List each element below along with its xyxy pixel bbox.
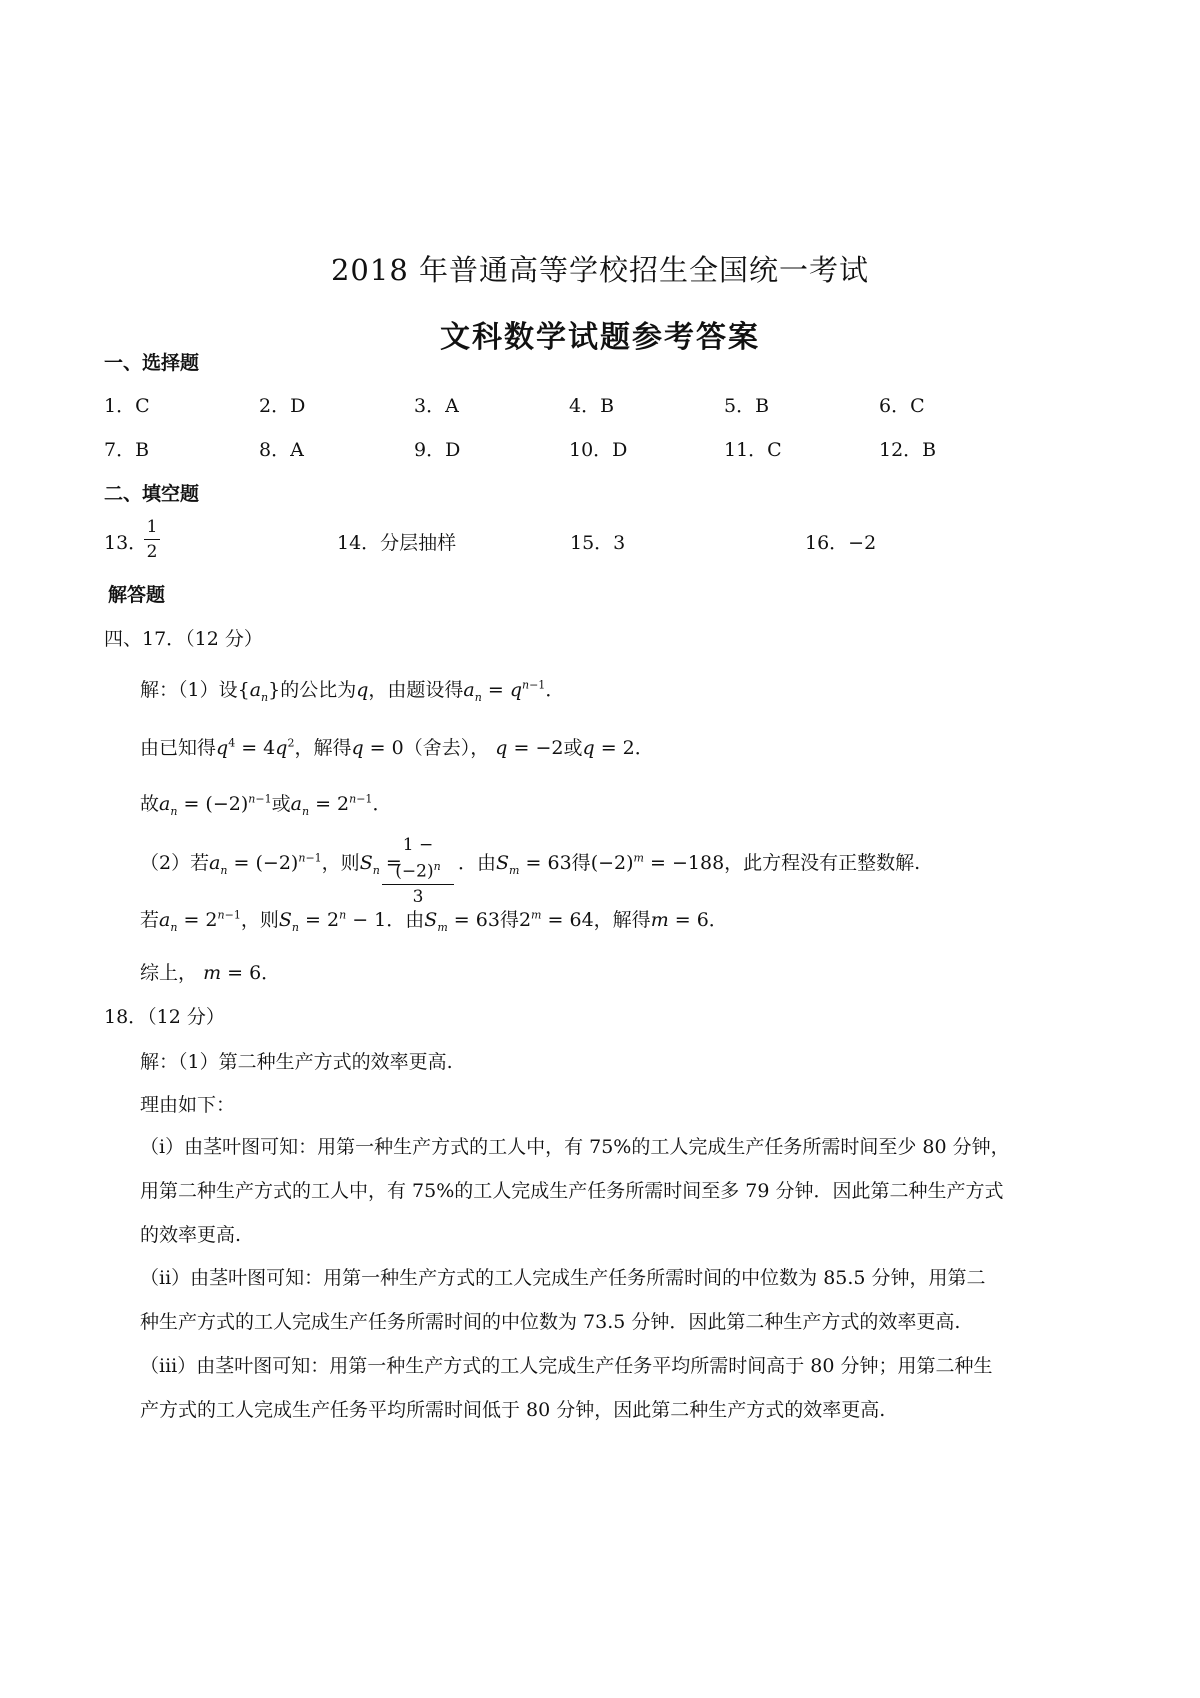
q18-paragraph-line: 的效率更高. <box>140 1224 242 1246</box>
fill-answer-14: 14．分层抽样 <box>337 532 457 554</box>
q17-line5: 若$a_n = 2^{n-1}$，则$S_n = 2^n - 1$．由$S_m = 63$得$2^m = 64$，解得m = 6． <box>140 908 728 934</box>
q17-text: 或 <box>271 793 291 815</box>
q18-paragraph-line: 种生产方式的工人完成生产任务所需时间的中位数为 73.5 分钟．因此第二种生产方式的效率更高. <box>140 1311 961 1333</box>
choice-answer: 5．B <box>724 395 770 417</box>
fraction-one-half <box>144 516 160 563</box>
choice-answer: 7．B <box>104 439 150 461</box>
q18-paragraph-line: （iii）由茎叶图可知：用第一种生产方式的工人完成生产任务平均所需时间高于 80 分钟；用第二种生 <box>140 1355 993 1377</box>
fraction-denominator: 2 <box>146 542 158 562</box>
q17-text: 得 <box>571 852 591 874</box>
q17-line4-part1: （2）若$a_n = (-2)^{n-1}$，则$S_n$ = <box>140 851 402 877</box>
fraction-bar <box>144 539 160 540</box>
q17-text: 的公比为 <box>280 679 357 701</box>
q17-line3: 故$a_n = (-2)^{n-1}$或$a_n = 2^{n-1}$． <box>140 792 392 818</box>
q17-text: 故 <box>140 793 160 815</box>
q17-text: 或 <box>563 737 583 759</box>
choice-answer: 10．D <box>569 439 628 461</box>
q17-text: ，则 <box>240 909 279 931</box>
fraction-bar <box>382 884 454 885</box>
q17-text: 得 <box>499 909 519 931</box>
q17-text: 由已知得 <box>140 737 217 759</box>
q17-line2: 由已知得$q^4 = 4q^2$，解得q = 0（舍去）， q = −2或q = 2． <box>140 736 654 759</box>
q18-paragraph-line: 用第二种生产方式的工人中，有 75%的工人完成生产任务所需时间至多 79 分钟．因此第二种生产方式 <box>140 1180 1004 1202</box>
fill-answer-13-label: 13． <box>104 532 148 554</box>
choice-answer: 8．A <box>259 439 304 461</box>
fraction-numerator-text: 1 − (−2) <box>395 835 434 882</box>
q17-text: （2）若 <box>140 852 210 874</box>
q17-line1: 解：（1）设$\{a_n\}$的公比为q，由题设得$a_n = q^{n-1}$． <box>140 678 565 704</box>
section-heading-choice: 一、选择题 <box>104 352 200 374</box>
fraction-denominator: 3 <box>412 886 424 907</box>
fraction-numerator-exponent: n <box>433 860 441 873</box>
q18-paragraph-line: （ii）由茎叶图可知：用第一种生产方式的工人完成生产任务所需时间的中位数为 85.5 分钟，用第二 <box>140 1267 986 1289</box>
choice-answer: 1．C <box>104 395 150 417</box>
choice-answer: 2．D <box>259 395 306 417</box>
section-heading-fill: 二、填空题 <box>104 483 200 505</box>
choice-answer: 6．C <box>879 395 925 417</box>
q17-text: 若 <box>140 909 160 931</box>
q17-line4-part2: ．由$S_m = 63$得$(-2)^m = -188$，此方程没有正整数解. <box>458 851 921 877</box>
q17-header: 四、17．（12 分） <box>104 628 263 650</box>
choice-answer: 4．B <box>569 395 615 417</box>
fraction-sn <box>382 834 454 908</box>
q18-header: 18．（12 分） <box>104 1006 225 1028</box>
fill-answer-16: 16．−2 <box>805 532 877 554</box>
q18-paragraph-line: 产方式的工人完成生产任务平均所需时间低于 80 分钟，因此第二种生产方式的效率更高. <box>140 1399 886 1421</box>
section-heading-solutions: 解答题 <box>108 584 166 606</box>
q17-line6: 综上， m = 6． <box>140 962 281 984</box>
q17-text: 解：（1）设 <box>140 679 238 701</box>
q17-text: ．由 <box>386 909 425 931</box>
q18-paragraph: 理由如下： <box>140 1094 236 1116</box>
q17-text: ，解得 <box>593 909 651 931</box>
page-title: 2018 年普通高等学校招生全国统一考试 <box>330 253 870 287</box>
q17-text: ，则 <box>321 852 360 874</box>
q17-text: ，由题设得 <box>368 679 464 701</box>
q17-text: ，此方程没有正整数解. <box>724 852 921 874</box>
fraction-numerator: 1 <box>146 517 158 537</box>
choice-answer: 11．C <box>724 439 782 461</box>
page-subtitle: 文科数学试题参考答案 <box>440 320 760 355</box>
choice-answer: 12．B <box>879 439 937 461</box>
q17-text: ，解得 <box>294 737 352 759</box>
q18-paragraph: 解：（1）第二种生产方式的效率更高. <box>140 1051 453 1073</box>
fraction-numerator <box>382 834 454 883</box>
q17-text: （舍去）， <box>403 737 490 759</box>
fill-answer-15: 15．3 <box>570 532 626 554</box>
choice-answer: 3．A <box>414 395 459 417</box>
choice-answer: 9．D <box>414 439 461 461</box>
q18-paragraph-line: （i）由茎叶图可知：用第一种生产方式的工人中，有 75%的工人完成生产任务所需时间至少 80 分钟， <box>140 1136 1010 1158</box>
q17-text: ．由 <box>458 852 497 874</box>
q17-text: 综上， <box>140 962 198 984</box>
